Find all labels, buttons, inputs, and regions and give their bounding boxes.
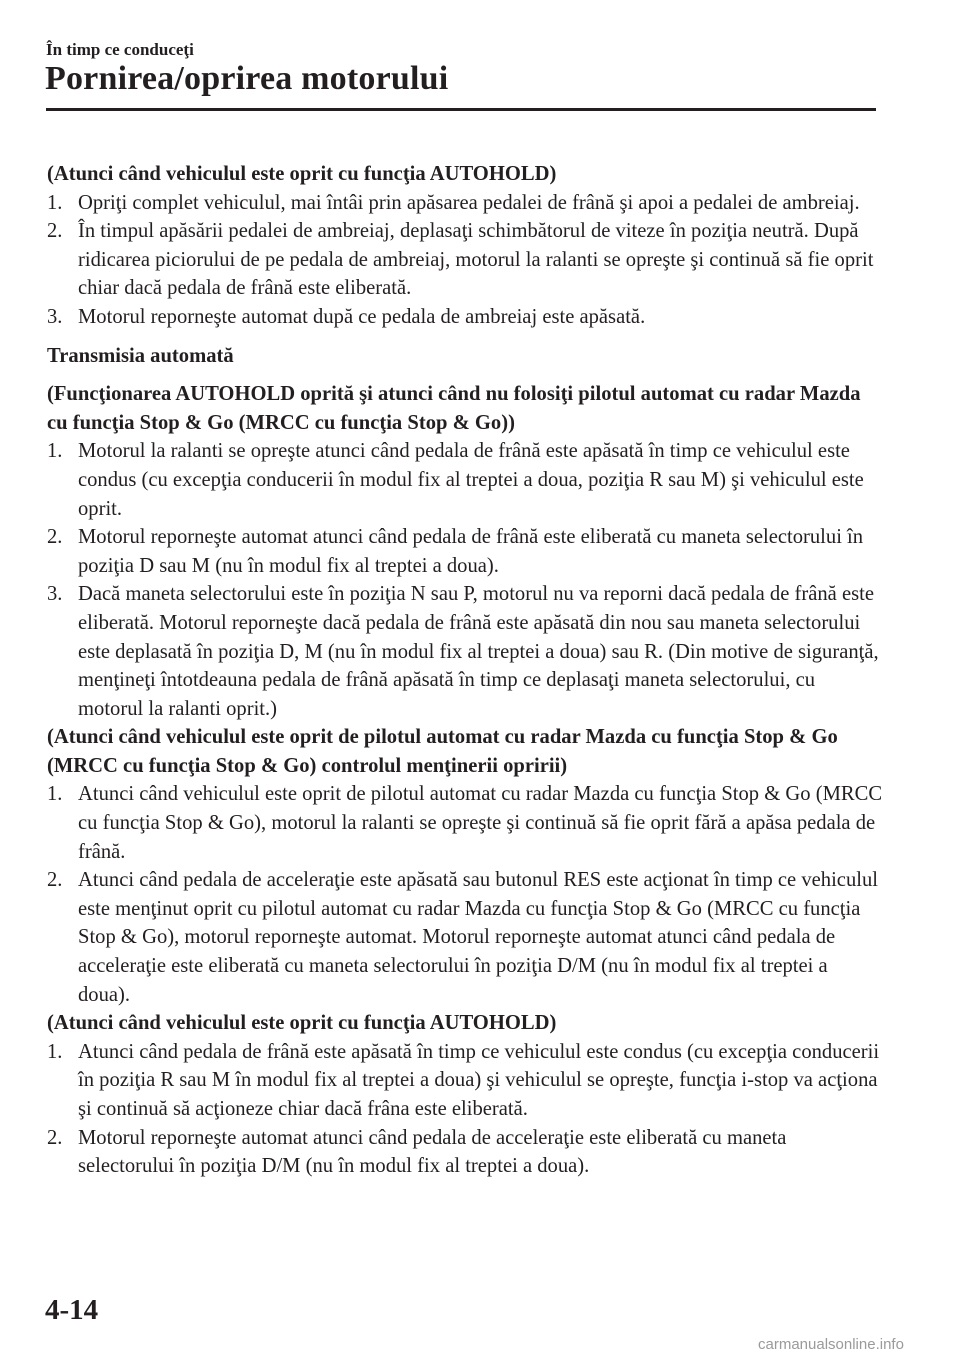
list-item xyxy=(47,580,883,723)
section-heading: (Atunci când vehiculul este oprit cu funcţia AUTOHOLD) xyxy=(47,1012,557,1035)
page-content xyxy=(47,160,883,1181)
list-item xyxy=(47,437,883,523)
list-item xyxy=(47,866,883,1009)
list-item xyxy=(47,523,883,580)
item-number: 3. xyxy=(47,305,63,328)
page-number: 4-14 xyxy=(45,1294,99,1326)
item-text: Dacă maneta selectorului este în poziţia N sau P, motorul nu va reporni dacă pedala de frână este eliberată. Motorul reporneşte dacă pedala de frână este apăsată din nou sau maneta selectorului este deplasată în poziţia D, M (nu în modul fix al treptei a doua) sau R. (Din motive de siguranţă, menţineţi întotdeauna pedala de frână apăsată în timp ce deplasaţi maneta selectorului, cu motorul la ralanti oprit.) xyxy=(78,583,879,720)
item-number: 1. xyxy=(47,191,63,214)
list-item xyxy=(47,217,883,303)
item-text: Motorul reporneşte automat atunci când pedala de frână este eliberată cu maneta selectorului în poziţia D sau M (nu în modul fix al treptei a doua). xyxy=(78,526,864,577)
section-heading: (Funcţionarea AUTOHOLD oprită şi atunci când nu folosiţi pilotul automat cu radar Mazda cu funcţia Stop & Go (MRCC cu funcţia Stop & Go)) xyxy=(47,383,861,434)
item-number: 1. xyxy=(47,783,63,806)
section-heading: (Atunci când vehiculul este oprit cu funcţia AUTOHOLD) xyxy=(47,163,557,185)
item-number: 3. xyxy=(47,583,63,606)
item-number: 1. xyxy=(47,1040,63,1063)
list-item xyxy=(47,1038,883,1124)
section-heading: (Atunci când vehiculul este oprit de pilotul automat cu radar Mazda cu funcţia Stop & Go (MRCC cu funcţia Stop & Go) controlul menţinerii opririi) xyxy=(47,726,838,777)
item-text: Motorul reporneşte automat atunci când pedala de acceleraţie este eliberată cu maneta selectorului în poziţia D/M (nu în modul fix al treptei a doua). xyxy=(78,1126,787,1178)
title-divider xyxy=(46,108,876,111)
item-text: Motorul la ralanti se opreşte atunci când pedala de frână este apăsată în timp ce vehiculul este condus (cu excepţia conducerii în modul fix al treptei a doua, poziţia R sau M) şi vehiculul este oprit. xyxy=(78,440,864,520)
item-number: 1. xyxy=(47,440,63,463)
page-title: Pornirea/oprirea motorului xyxy=(45,60,449,97)
item-text: Atunci când pedala de frână este apăsată în timp ce vehiculul este condus (cu excepţia conducerii în poziţia R sau M în modul fix al treptei a doua) şi vehiculul se opreşte, funcţia i-stop va acţiona şi continuă să acţioneze chiar dacă frâna este eliberată. xyxy=(78,1040,880,1120)
subsection-title: Transmisia automată xyxy=(47,344,234,367)
item-text: Atunci când vehiculul este oprit de pilotul automat cu radar Mazda cu funcţia Stop & Go (MRCC cu funcţia Stop & Go), motorul la ralanti se opreşte şi continuă să fie oprit fără a apăsa pedala de frână. xyxy=(78,783,883,863)
item-number: 2. xyxy=(47,869,63,892)
item-text: În timpul apăsării pedalei de ambreiaj, deplasaţi schimbătorul de viteze în poziţia neutră. După ridicarea piciorului de pe pedala de ambreiaj, motorul la ralanti se opreşte şi continuă să fie oprit chiar dacă pedala de frână este eliberată. xyxy=(78,220,874,300)
watermark: carmanualsonline.info xyxy=(758,1336,904,1353)
list-item xyxy=(47,1124,883,1181)
item-text: Atunci când pedala de acceleraţie este apăsată sau butonul RES este acţionat în timp ce vehiculul este menţinut oprit cu pilotul automat cu radar Mazda cu funcţia Stop & Go (MRCC cu funcţia Stop & Go), motorul reporneşte automat. Motorul reporneşte automat atunci când pedala de acceleraţie este eliberată cu maneta selectorului în poziţia D/M (nu în modul fix al treptei a doua). xyxy=(78,869,878,1006)
item-text: Motorul reporneşte automat după ce pedala de ambreiaj este apăsată. xyxy=(78,305,646,328)
item-number: 2. xyxy=(47,1126,63,1149)
item-number: 2. xyxy=(47,220,63,243)
list-item xyxy=(47,189,883,218)
running-head: În timp ce conduceţi xyxy=(46,40,194,59)
list-item xyxy=(47,780,883,866)
item-text: Opriţi complet vehiculul, mai întâi prin apăsarea pedalei de frână şi apoi a pedalei de ambreiaj. xyxy=(78,191,860,214)
item-number: 2. xyxy=(47,526,63,549)
list-item xyxy=(47,303,883,332)
